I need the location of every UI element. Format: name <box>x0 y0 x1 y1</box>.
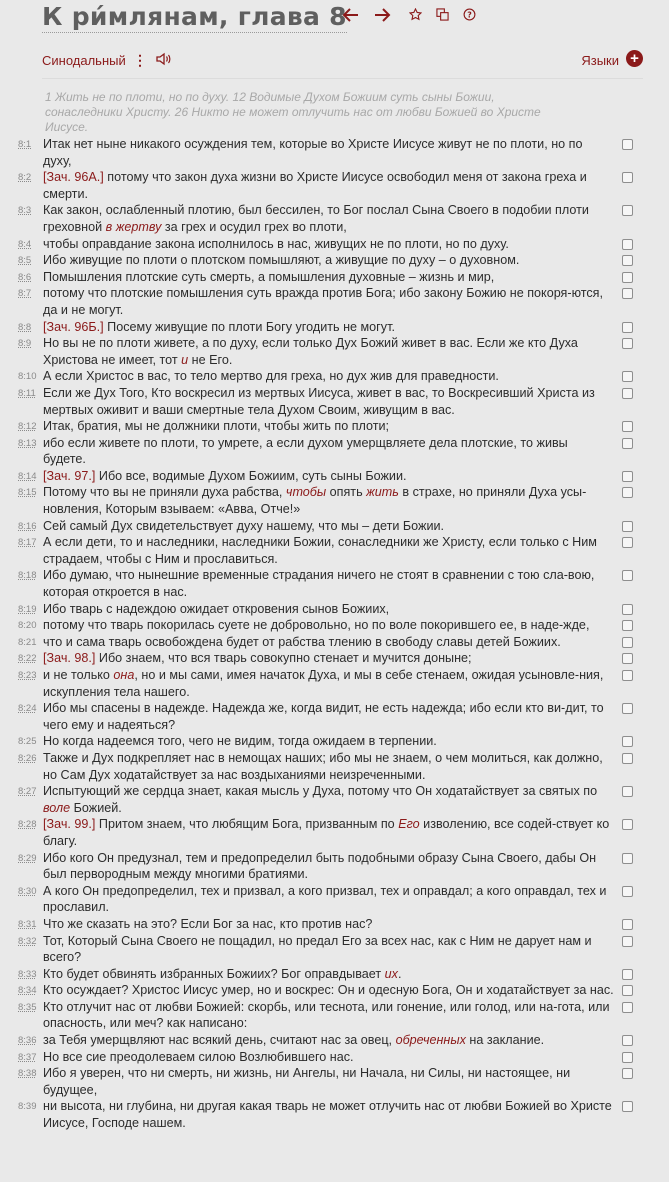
verse-checkbox[interactable] <box>622 371 633 382</box>
verse-text <box>43 851 596 882</box>
header <box>0 0 669 42</box>
verse-number-link[interactable]: 8:26 <box>18 752 37 764</box>
verse-text <box>43 751 603 782</box>
verse-text <box>43 436 568 467</box>
verse-checkbox[interactable] <box>622 255 633 266</box>
italic-insertion: жить <box>366 485 399 500</box>
text-span: Если же Дух Того, Кто воскресил из мертвых Иисуса, живет в вас, то Воскресивший Христа из мертвых оживит и ваши смертные тела Духом Своим, живущим в вас. <box>43 385 595 417</box>
verse-text <box>43 469 407 483</box>
verse-number-link[interactable]: 8:31 <box>18 918 37 930</box>
text-span: Но когда надеемся того, чего не видим, тогда ожидаем в терпении. <box>43 734 437 749</box>
verse-checkbox[interactable] <box>622 786 633 797</box>
verse-row <box>0 269 669 286</box>
verse-number-link[interactable]: 8:21 <box>18 636 37 648</box>
verse-row <box>0 1049 669 1066</box>
verse-checkbox[interactable] <box>622 985 633 996</box>
italic-insertion: воле <box>43 800 71 815</box>
verse-number-link[interactable]: 8:36 <box>18 1035 37 1047</box>
verse-checkbox[interactable] <box>622 753 633 764</box>
arrow-right-icon[interactable] <box>373 6 391 24</box>
verse-text <box>43 237 509 251</box>
verse-number-link[interactable]: 8:24 <box>18 703 37 715</box>
text-span: Но все сие преодолеваем силою Возлюбившего нас. <box>43 1049 354 1064</box>
text-span: Кто отлучит нас от любви Божией: скорбь, или теснота, или гонение, или голод, или на-гота, или опасность, или меч? как написано: <box>43 999 610 1031</box>
verse-number-link[interactable]: 8:27 <box>18 786 37 798</box>
verse-row <box>0 750 669 783</box>
verse-number-link[interactable]: 8:28 <box>18 819 37 831</box>
text-span: за Тебя умерщвляют нас всякий день, считают нас за овец, <box>43 1033 396 1048</box>
text-span: ибо если живете по плоти, то умрете, а если духом умерщвляете дела плотские, то живы будете. <box>43 435 568 467</box>
text-span: Кто будет обвинять избранных Божиих? Бог оправдывает <box>43 966 385 981</box>
verse-text <box>43 701 604 732</box>
verse-checkbox[interactable] <box>622 604 633 615</box>
text-span: А если дети, то и наследники, наследники Божии, сонаследники же Христу, если только с Ним страдаем, чтобы с Ним и прославиться. <box>43 535 597 566</box>
verse-number-link[interactable]: 8:15 <box>18 487 37 499</box>
text-span: Ибо я уверен, что ни смерть, ни жизнь, ни Ангелы, ни Начала, ни Силы, ни настоящее, ни будущее, <box>43 1066 571 1097</box>
verse-text <box>43 320 395 334</box>
text-span: Потому что вы не приняли духа рабства, <box>43 485 286 500</box>
verse-number-link[interactable]: 8:4 <box>18 238 32 250</box>
translation-selector[interactable]: Синодальный <box>42 53 126 68</box>
text-span: Ибо тварь с надеждою ожидает откровения сынов Божиих, <box>43 601 390 616</box>
verse-text <box>43 1066 570 1097</box>
text-span: Ибо живущие по плоти о плотском помышляют, а живущие по духу – о духовном. <box>43 253 520 268</box>
text-span: ни высота, ни глубина, ни другая какая тварь не может отлучить нас от любви Божией во Христе Иисусе, Господе нашем. <box>43 1099 612 1131</box>
text-span: Тот, Который Сына Своего не пощадил, но предал Его за всех нас, как с Ним не дарует нам и всего? <box>43 933 592 965</box>
verse-checkbox[interactable] <box>622 670 633 681</box>
text-span: изволению, все содей-ствует ко благу. <box>43 817 610 848</box>
text-span: , но и мы сами, имея начаток Духа, и мы в себе стенаем, ожидая усыновле-ния, искупления тела нашего. <box>43 668 604 699</box>
verse-checkbox[interactable] <box>622 438 633 449</box>
verse-text <box>43 602 389 616</box>
verse-text <box>43 535 597 566</box>
verse-number-link[interactable]: 8:12 <box>18 421 37 433</box>
verse-checkbox[interactable] <box>622 471 633 482</box>
reading-marker: [Зач. 99.] <box>43 817 96 832</box>
verse-row <box>0 518 669 535</box>
star-icon[interactable] <box>409 8 422 21</box>
verse-text <box>43 635 561 649</box>
verse-number-link[interactable]: 8:32 <box>18 935 37 947</box>
italic-insertion: их <box>384 966 398 981</box>
add-language-icon[interactable]: + <box>626 50 643 67</box>
verse-number-link[interactable]: 8:13 <box>18 437 37 449</box>
text-span: Как закон, ослабленный плотию, был бессилен, то Бог послал Сына Своего в подобии плоти греховной <box>43 203 589 234</box>
text-span: Помышления плотские суть смерть, а помышления духовные – жизнь и мир, <box>43 269 495 284</box>
italic-insertion: она <box>113 668 135 682</box>
text-span: Испытующий же сердца знает, какая мысль у Духа, потому что Он ходатайствует за святых по <box>43 784 598 799</box>
verse-text <box>43 917 372 931</box>
verse-row <box>0 285 669 318</box>
reading-marker: [Зач. 97.] <box>43 468 96 483</box>
page-title[interactable]: К ри́млянам, глава 8 <box>42 2 347 31</box>
text-span: Ибо мы спасены в надежде. Надежда же, когда видит, не есть надежда; ибо если кто ви-дит, то чего ему и надеяться? <box>43 701 604 732</box>
text-span: что и сама тварь освобождена будет от рабства тлению в свободу славы детей Божиих. <box>43 634 561 649</box>
text-span: Ибо кого Он предузнал, тем и предопределил быть подобными образу Сына Своего, дабы Он был первородным между многими братиями. <box>43 850 597 882</box>
verse-text <box>43 734 437 748</box>
svg-text:?: ? <box>467 10 472 20</box>
verse-row <box>0 319 669 336</box>
verse-row <box>0 534 669 567</box>
verse-checkbox[interactable] <box>622 919 633 930</box>
verse-text <box>43 967 401 981</box>
languages-link[interactable]: Языки <box>581 53 619 68</box>
verse-text <box>43 386 595 417</box>
verse-row <box>0 667 669 700</box>
italic-insertion: и <box>181 352 189 367</box>
verse-number-link[interactable]: 8:16 <box>18 520 37 532</box>
verse-checkbox[interactable] <box>622 272 633 283</box>
verse-row <box>0 236 669 253</box>
verse-text <box>43 336 578 367</box>
reading-marker: [Зач. 96Б.] <box>43 319 104 334</box>
verse-row <box>0 368 669 385</box>
verse-row <box>0 933 669 966</box>
text-span: опять <box>326 485 367 500</box>
verse-text <box>43 651 472 665</box>
italic-insertion: Его <box>398 817 420 832</box>
italic-insertion: в жертву <box>105 219 162 234</box>
verse-row <box>0 435 669 468</box>
verse-number-link[interactable]: 8:18 <box>18 570 37 582</box>
verse-number-link[interactable]: 8:2 <box>18 172 32 184</box>
verse-checkbox[interactable] <box>622 1002 633 1013</box>
text-span: Итак, братия, мы не должники плоти, чтобы жить по плоти; <box>43 419 390 434</box>
text-span: А кого Он предопределил, тех и призвал, а кого призвал, тех и оправдал; а кого оправдал, тех и прославил. <box>43 883 607 915</box>
help-icon[interactable] <box>463 8 476 21</box>
verse-checkbox[interactable] <box>622 338 633 349</box>
text-span: потому что тварь покорилась суете не добровольно, но по воле покорившего ее, в наде-жде, <box>43 618 590 633</box>
verse-checkbox[interactable] <box>622 537 633 548</box>
verse-row <box>0 252 669 269</box>
verse-text <box>43 369 499 383</box>
verse-checkbox[interactable] <box>622 853 633 864</box>
verse-text <box>43 784 597 815</box>
verse-number-link[interactable]: 8:39 <box>18 1101 37 1113</box>
verse-checkbox[interactable] <box>622 637 633 648</box>
text-span: . <box>397 966 402 981</box>
verse-list <box>0 136 669 1132</box>
verse-text <box>43 253 519 267</box>
text-span: Ибо думаю, что нынешние временные страдания ничего не стоят в сравнении с тою сла-вою, которая откроется в нас. <box>43 568 595 600</box>
verse-checkbox[interactable] <box>622 653 633 664</box>
text-span: потому что плотские помышления суть вражда против Бога; ибо закону Божию не покоря-ются, да и не могут. <box>43 286 603 317</box>
verse-row <box>0 202 669 235</box>
verse-row <box>0 982 669 999</box>
verse-row <box>0 999 669 1032</box>
verse-number-link[interactable]: 8:14 <box>18 470 37 482</box>
verse-number-link[interactable]: 8:23 <box>18 670 37 681</box>
text-span: в страхе, но приняли Духа усы-новления, Которым взываем: «Авва, Отче!» <box>43 485 587 517</box>
verse-checkbox[interactable] <box>622 421 633 432</box>
text-span: Посему живущие по плоти Богу угодить не могут. <box>103 319 395 334</box>
copy-icon[interactable] <box>436 8 449 21</box>
verse-text <box>43 286 603 317</box>
verse-text <box>43 934 592 965</box>
verse-row <box>0 468 669 485</box>
text-span: Божией. <box>70 800 122 815</box>
verse-number-link[interactable]: 8:5 <box>18 255 32 267</box>
verse-checkbox[interactable] <box>622 1068 633 1079</box>
verse-number-link[interactable]: 8:29 <box>18 852 37 864</box>
verse-number-link[interactable]: 8:9 <box>18 338 32 350</box>
verse-row <box>0 966 669 983</box>
verse-number-link[interactable]: 8:38 <box>18 1068 37 1080</box>
verse-row <box>0 617 669 634</box>
verse-text <box>43 270 494 284</box>
verse-row <box>0 1098 669 1131</box>
verse-checkbox[interactable] <box>622 1101 633 1112</box>
verse-text <box>43 568 594 599</box>
verse-row <box>0 418 669 435</box>
verse-checkbox[interactable] <box>622 205 633 216</box>
verse-number-link[interactable]: 8:37 <box>18 1051 37 1063</box>
text-span: Итак нет ныне никакого осуждения тем, которые во Христе Иисусе живут не по плоти, но по духу, <box>43 137 583 168</box>
verse-row <box>0 484 669 517</box>
text-span: Также и Дух подкрепляет нас в немощах наших; ибо мы не знаем, о чем молиться, как должно, но Сам Дух ходатайствует за нас воздыханиями неизреченными. <box>43 750 603 782</box>
verse-text <box>43 1000 610 1031</box>
verse-number-link[interactable]: 8:1 <box>18 139 32 150</box>
verse-checkbox[interactable] <box>622 570 633 581</box>
verse-checkbox[interactable] <box>622 288 633 299</box>
verse-checkbox[interactable] <box>622 388 633 399</box>
verse-checkbox[interactable] <box>622 139 633 150</box>
verse-number-link[interactable]: 8:10 <box>18 371 37 383</box>
text-span: Сей самый Дух свидетельствует духу нашему, что мы – дети Божии. <box>43 518 445 533</box>
verse-text <box>43 983 614 997</box>
verse-number-link[interactable]: 8:30 <box>18 885 37 897</box>
text-span: Ибо все, водимые Духом Божиим, суть сыны Божии. <box>95 468 407 483</box>
verse-text <box>43 817 609 848</box>
verse-checkbox[interactable] <box>622 936 633 947</box>
verse-number-link[interactable]: 8:20 <box>18 620 37 632</box>
verse-row <box>0 783 669 816</box>
verse-checkbox[interactable] <box>622 703 633 714</box>
verse-row <box>0 169 669 202</box>
verse-checkbox[interactable] <box>622 1052 633 1063</box>
verse-text <box>43 668 603 699</box>
verse-row <box>0 650 669 667</box>
text-span: А если Христос в вас, то тело мертво для греха, но дух жив для праведности. <box>43 369 499 384</box>
verse-row <box>0 567 669 600</box>
italic-insertion: чтобы <box>285 485 327 500</box>
verse-number-link[interactable]: 8:25 <box>18 736 37 748</box>
verse-row <box>0 136 669 169</box>
verse-text <box>43 1050 354 1064</box>
verse-number-link[interactable]: 8:8 <box>18 321 32 333</box>
verse-number-link[interactable]: 8:6 <box>18 271 32 283</box>
verse-checkbox[interactable] <box>622 172 633 183</box>
verse-checkbox[interactable] <box>622 521 633 532</box>
verse-text <box>43 1099 612 1130</box>
verse-text <box>43 203 589 234</box>
verse-text <box>43 618 589 632</box>
verse-number-link[interactable]: 8:19 <box>18 603 37 615</box>
verse-row <box>0 634 669 651</box>
reading-marker: [Зач. 96А.] <box>43 170 104 185</box>
verse-text <box>43 1033 544 1047</box>
chapter-summary: 1 Жить не по плоти, но по духу. 12 Водимые Духом Божиим суть сыны Божии, сонаследники Христу. 26 Никто не может отлучить нас от любви Божией во Христе Иисусе. <box>45 90 541 134</box>
verse-row <box>0 883 669 916</box>
verse-row <box>0 916 669 933</box>
verse-row <box>0 335 669 368</box>
speaker-icon[interactable] <box>156 52 172 71</box>
verse-row <box>0 385 669 418</box>
verse-text <box>43 137 583 168</box>
verse-checkbox[interactable] <box>622 819 633 830</box>
text-span: не Его. <box>188 352 233 367</box>
text-span: Кто осуждает? Христос Иисус умер, но и воскрес: Он и одесную Бога, Он и ходатайствует за нас. <box>43 983 614 998</box>
text-span: за грех и осудил грех во плоти, <box>161 219 347 234</box>
verse-checkbox[interactable] <box>622 969 633 980</box>
toolbar <box>42 48 643 79</box>
verse-text <box>43 485 586 516</box>
text-span: Ибо знаем, что вся тварь совокупно стенает и мучится доныне; <box>95 651 472 666</box>
arrow-left-icon[interactable] <box>342 6 360 24</box>
verse-row <box>0 850 669 883</box>
verse-row <box>0 733 669 750</box>
verse-checkbox[interactable] <box>622 886 633 897</box>
verse-number-link[interactable]: 8:33 <box>18 968 37 980</box>
verse-checkbox[interactable] <box>622 322 633 333</box>
verse-text <box>43 419 389 433</box>
verse-text <box>43 884 606 915</box>
verse-number-link[interactable]: 8:7 <box>18 288 32 300</box>
reading-marker: [Зач. 98.] <box>43 651 96 666</box>
verse-text <box>43 170 587 201</box>
verse-row <box>0 601 669 618</box>
verse-checkbox[interactable] <box>622 239 633 250</box>
text-span: и не только <box>43 668 114 682</box>
text-span: Притом знаем, что любящим Бога, призванным по <box>95 817 399 832</box>
verse-number-link[interactable]: 8:17 <box>18 537 37 549</box>
verse-row <box>0 1032 669 1049</box>
verse-number-link[interactable]: 8:35 <box>18 1001 37 1013</box>
verse-checkbox[interactable] <box>622 736 633 747</box>
verse-number-link[interactable]: 8:22 <box>18 653 37 665</box>
verse-number-link[interactable]: 8:3 <box>18 205 32 217</box>
verse-checkbox[interactable] <box>622 487 633 498</box>
verse-row <box>0 700 669 733</box>
text-span: потому что закон духа жизни во Христе Иисусе освободил меня от закона греха и смерти. <box>43 170 587 201</box>
verse-checkbox[interactable] <box>622 620 633 631</box>
verse-checkbox[interactable] <box>622 1035 633 1046</box>
text-span: Что же сказать на это? Если Бог за нас, кто против нас? <box>43 916 373 931</box>
verse-row <box>0 816 669 849</box>
text-span: Но вы не по плоти живете, а по духу, если только Дух Божий живет в вас. Если же кто Духа Христова не имеет, тот <box>43 336 578 367</box>
more-options-icon[interactable]: ⋮ <box>133 52 147 68</box>
verse-number-link[interactable]: 8:11 <box>18 387 36 399</box>
verse-text <box>43 519 444 533</box>
text-span: на заклание. <box>465 1033 545 1048</box>
text-span: чтобы оправдание закона исполнилось в нас, живущих не по плоти, но по духу. <box>43 236 509 251</box>
verse-number-link[interactable]: 8:34 <box>18 985 37 997</box>
italic-insertion: обреченных <box>395 1033 466 1048</box>
verse-row <box>0 1065 669 1098</box>
